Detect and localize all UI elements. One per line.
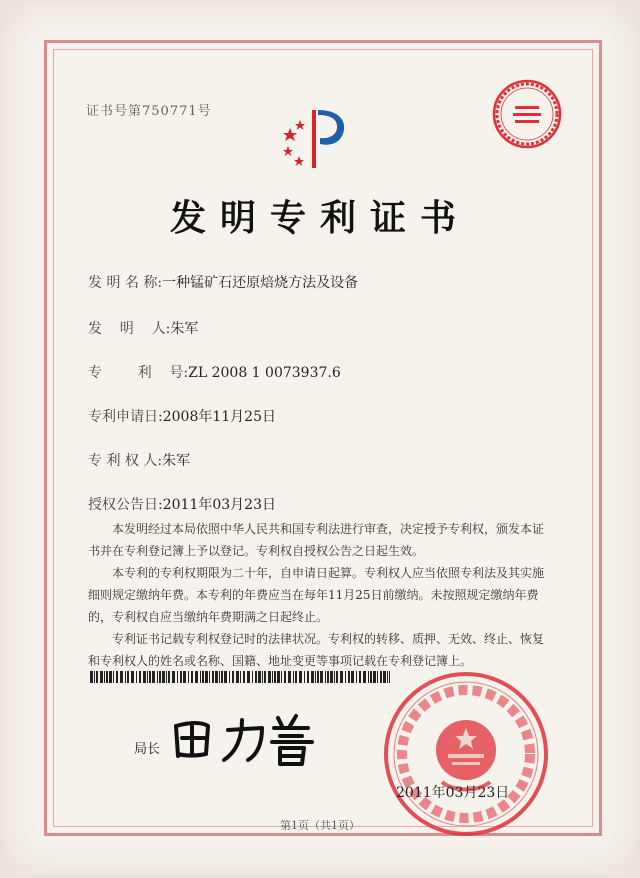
barcode-bar	[243, 671, 245, 683]
director-label: 局长	[134, 742, 161, 757]
field-patentee	[88, 450, 190, 470]
barcode-bar	[219, 671, 220, 683]
field-invention-name	[88, 272, 358, 292]
barcode-bar	[183, 671, 186, 683]
barcode-bar	[336, 671, 338, 683]
barcode-bar	[205, 671, 208, 683]
barcode-bar	[120, 671, 123, 683]
field-value: 2011年03月23日	[162, 497, 276, 513]
barcode-bar	[317, 671, 319, 683]
barcode-bar	[258, 671, 261, 683]
barcode-bar	[116, 671, 118, 683]
barcode-bar	[334, 671, 335, 683]
barcode-bar	[180, 671, 182, 683]
barcode-bar	[359, 671, 361, 683]
barcode-bar	[136, 671, 137, 683]
barcode-bar	[252, 671, 253, 683]
barcode-bar	[284, 671, 286, 683]
barcode-bar	[152, 671, 155, 683]
barcode-bar	[229, 671, 230, 683]
barcode-bar	[200, 671, 201, 683]
barcode-bar	[363, 671, 366, 683]
barcode-bar	[262, 671, 263, 683]
barcode-bar	[299, 671, 302, 683]
barcode-bar	[277, 671, 280, 683]
barcode-bar	[368, 671, 369, 683]
body-paragraph: 本专利的专利权期限为二十年，自申请日起算。专利权人应当依照专利法及其实施细则规定缴纳年费。本专利的年费应当在每年11月25日前缴纳。未按照规定缴纳年费的，专利权自应当缴纳年费期满之日起终止。	[88, 566, 545, 624]
field-label: 专利申请日:	[88, 409, 163, 425]
barcode-bar	[191, 671, 193, 683]
barcode-bar	[90, 671, 93, 683]
barcode-bar	[232, 671, 234, 683]
barcode-bar	[159, 671, 161, 683]
barcode-bar	[304, 671, 305, 683]
barcode-bar	[351, 671, 354, 683]
barcode-bar	[224, 671, 227, 683]
barcode-bar	[340, 671, 343, 683]
barcode-bar	[212, 671, 214, 683]
barcode-bar	[147, 671, 148, 683]
barcode-bar	[96, 671, 98, 683]
barcode-bar	[264, 671, 266, 683]
barcode-bar	[268, 671, 271, 683]
barcode-bar	[327, 671, 329, 683]
page-title: 发明专利证书	[169, 197, 470, 239]
barcode-bar	[348, 671, 350, 683]
barcode-bar	[143, 671, 146, 683]
field-label: 专 利 号:	[88, 365, 189, 381]
barcode-bar	[168, 671, 170, 683]
barcode-bar	[370, 671, 372, 683]
field-inventor	[88, 318, 198, 338]
barcode-bar	[373, 671, 376, 683]
barcode-bar	[325, 671, 326, 683]
body-paragraph: 本发明经过本局依照中华人民共和国专利法进行审查，决定授予专利权，颁发本证书并在专利登记簿上予以登记。专利权自授权公告之日起生效。	[88, 522, 545, 558]
barcode-bar	[247, 671, 250, 683]
field-value: 朱军	[162, 453, 191, 469]
field-value: 一种锰矿石还原焙烧方法及设备	[162, 275, 359, 291]
barcode-bar	[162, 671, 165, 683]
barcode-bar	[166, 671, 167, 683]
barcode-bar	[281, 671, 282, 683]
barcode-bar	[236, 671, 239, 683]
barcode-bar	[255, 671, 257, 683]
body-paragraph: 专利证书记载专利权登记时的法律状况。专利权的转移、质押、无效、终止、恢复和专利权人的姓名或名称、国籍、地址变更等事项记载在专利登记簿上。	[88, 632, 545, 668]
barcode-bar	[307, 671, 309, 683]
barcode-bar	[240, 671, 241, 683]
barcode-bar	[315, 671, 316, 683]
barcode-bar	[295, 671, 297, 683]
barcode-bar	[139, 671, 141, 683]
barcode-bar	[100, 671, 103, 683]
barcode-bar	[215, 671, 218, 683]
barcode-bar	[311, 671, 314, 683]
field-label: 发 明 名 称:	[88, 275, 163, 291]
field-value: 2008年11月25日	[162, 409, 276, 425]
page-number: 第1页（共1页）	[280, 819, 360, 832]
barcode-bar	[209, 671, 210, 683]
barcode-bar	[125, 671, 126, 683]
barcode-bar	[377, 671, 378, 683]
certificate-number: 证书号第750771号	[86, 104, 212, 119]
barcode-bar	[288, 671, 291, 683]
field-value: ZL 2008 1 0073937.6	[188, 365, 341, 381]
barcode-bar	[157, 671, 158, 683]
barcode-bar	[113, 671, 114, 683]
field-label: 专 利 权 人:	[88, 453, 163, 469]
barcode-bar	[345, 671, 346, 683]
patent-office-logo-icon	[282, 102, 352, 176]
barcode-bar	[330, 671, 333, 683]
barcode-bar	[320, 671, 323, 683]
field-label: 发 明 人:	[88, 321, 171, 337]
barcode-bar	[221, 671, 223, 683]
barcode-bar	[188, 671, 189, 683]
field-value: 朱军	[170, 321, 199, 337]
barcode-bar	[109, 671, 112, 683]
barcode-bar	[195, 671, 198, 683]
barcode-bar	[356, 671, 357, 683]
director-signature-icon	[170, 708, 320, 772]
barcode-bar	[172, 671, 175, 683]
barcode-bar	[274, 671, 276, 683]
tax-stamp-seal-icon	[491, 78, 563, 154]
barcode-bar	[149, 671, 151, 683]
barcode-bar	[104, 671, 105, 683]
barcode-bar	[94, 671, 95, 683]
barcode-bar	[106, 671, 108, 683]
barcode-bar	[177, 671, 178, 683]
field-patent-number	[88, 362, 341, 382]
barcode-bar	[127, 671, 129, 683]
issue-date: 2011年03月23日	[396, 785, 510, 801]
certificate-body-text	[88, 518, 550, 672]
barcode-bar	[202, 671, 204, 683]
barcode-bar	[272, 671, 273, 683]
field-application-date	[88, 406, 276, 426]
barcode-bar	[131, 671, 134, 683]
field-announcement-date	[88, 494, 276, 514]
barcode	[90, 671, 390, 683]
barcode-bar	[293, 671, 294, 683]
field-label: 授权公告日:	[88, 497, 163, 513]
